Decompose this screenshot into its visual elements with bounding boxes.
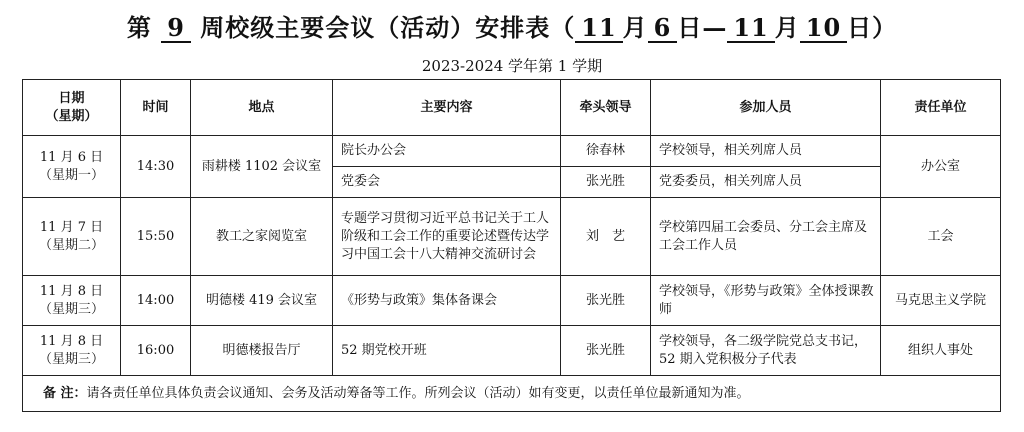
time-cell: 14:30 xyxy=(121,136,191,198)
date-cell: 11 月 7 日 （星期二） xyxy=(23,198,121,276)
day-dash: 日— xyxy=(677,13,728,42)
participants-cell: 学校第四届工会委员、分工会主席及工会工作人员 xyxy=(651,198,881,276)
content-cell: 院长办公会 xyxy=(333,136,561,167)
unit-cell: 办公室 xyxy=(881,136,1001,198)
date-cell: 11 月 6 日 （星期一） xyxy=(23,136,121,198)
content-cell: 《形势与政策》集体备课会 xyxy=(333,276,561,326)
semester-subtitle: 2023-2024 学年第 1 学期 xyxy=(421,57,603,75)
col-date: 日期 （星期） xyxy=(23,80,121,136)
note-text: 请各责任单位具体负责会议通知、会务及活动筹备等工作。所列会议（活动）如有变更，以责任单位最新通知为准。 xyxy=(86,385,750,401)
title-prefix: 第 xyxy=(126,13,152,42)
location-cell: 教工之家阅览室 xyxy=(191,198,333,276)
participants-cell: 学校领导，《形势与政策》全体授课教师 xyxy=(651,276,881,326)
leader-cell: 张光胜 xyxy=(561,326,651,376)
title-end: 日） xyxy=(847,13,898,42)
end-day: 10 xyxy=(800,15,847,43)
month-char-1: 月 xyxy=(622,13,648,42)
page-title xyxy=(0,8,1024,43)
date-cell: 11 月 8 日 （星期三） xyxy=(23,276,121,326)
col-participants: 参加人员 xyxy=(651,80,881,136)
start-month: 11 xyxy=(575,15,622,43)
col-content: 主要内容 xyxy=(333,80,561,136)
note-cell xyxy=(23,376,1001,412)
table-row xyxy=(23,136,1001,167)
title-mid: 周校级主要会议（活动）安排表（ xyxy=(200,13,576,42)
location-cell: 明德楼报告厅 xyxy=(191,326,333,376)
table-row xyxy=(23,276,1001,326)
time-cell: 14:00 xyxy=(121,276,191,326)
unit-cell: 马克思主义学院 xyxy=(881,276,1001,326)
end-month: 11 xyxy=(727,15,774,43)
col-unit: 责任单位 xyxy=(881,80,1001,136)
content-cell: 52 期党校开班 xyxy=(333,326,561,376)
note-row xyxy=(23,376,1001,412)
note-label: 备 注： xyxy=(43,385,87,401)
unit-cell: 组织人事处 xyxy=(881,326,1001,376)
header-row xyxy=(23,80,1001,136)
start-day: 6 xyxy=(648,15,678,43)
participants-cell: 党委委员，相关列席人员 xyxy=(651,167,881,198)
date-cell: 11 月 8 日 （星期三） xyxy=(23,326,121,376)
week-number: 9 xyxy=(161,15,191,43)
leader-cell: 徐春林 xyxy=(561,136,651,167)
col-location: 地点 xyxy=(191,80,333,136)
content-cell: 专题学习贯彻习近平总书记关于工人阶级和工会工作的重要论述暨传达学习中国工会十八大精神交流研讨会 xyxy=(333,198,561,276)
month-char-2: 月 xyxy=(774,13,800,42)
location-cell: 明德楼 419 会议室 xyxy=(191,276,333,326)
leader-cell: 刘 艺 xyxy=(561,198,651,276)
leader-cell: 张光胜 xyxy=(561,276,651,326)
col-time: 时间 xyxy=(121,80,191,136)
leader-cell: 张光胜 xyxy=(561,167,651,198)
table-row xyxy=(23,198,1001,276)
time-cell: 15:50 xyxy=(121,198,191,276)
schedule-table xyxy=(22,79,1001,412)
col-leader: 牵头领导 xyxy=(561,80,651,136)
participants-cell: 学校领导，各二级学院党总支书记，52 期入党积极分子代表 xyxy=(651,326,881,376)
participants-cell: 学校领导，相关列席人员 xyxy=(651,136,881,167)
table-row xyxy=(23,326,1001,376)
content-cell: 党委会 xyxy=(333,167,561,198)
location-cell: 雨耕楼 1102 会议室 xyxy=(191,136,333,198)
unit-cell: 工会 xyxy=(881,198,1001,276)
time-cell: 16:00 xyxy=(121,326,191,376)
